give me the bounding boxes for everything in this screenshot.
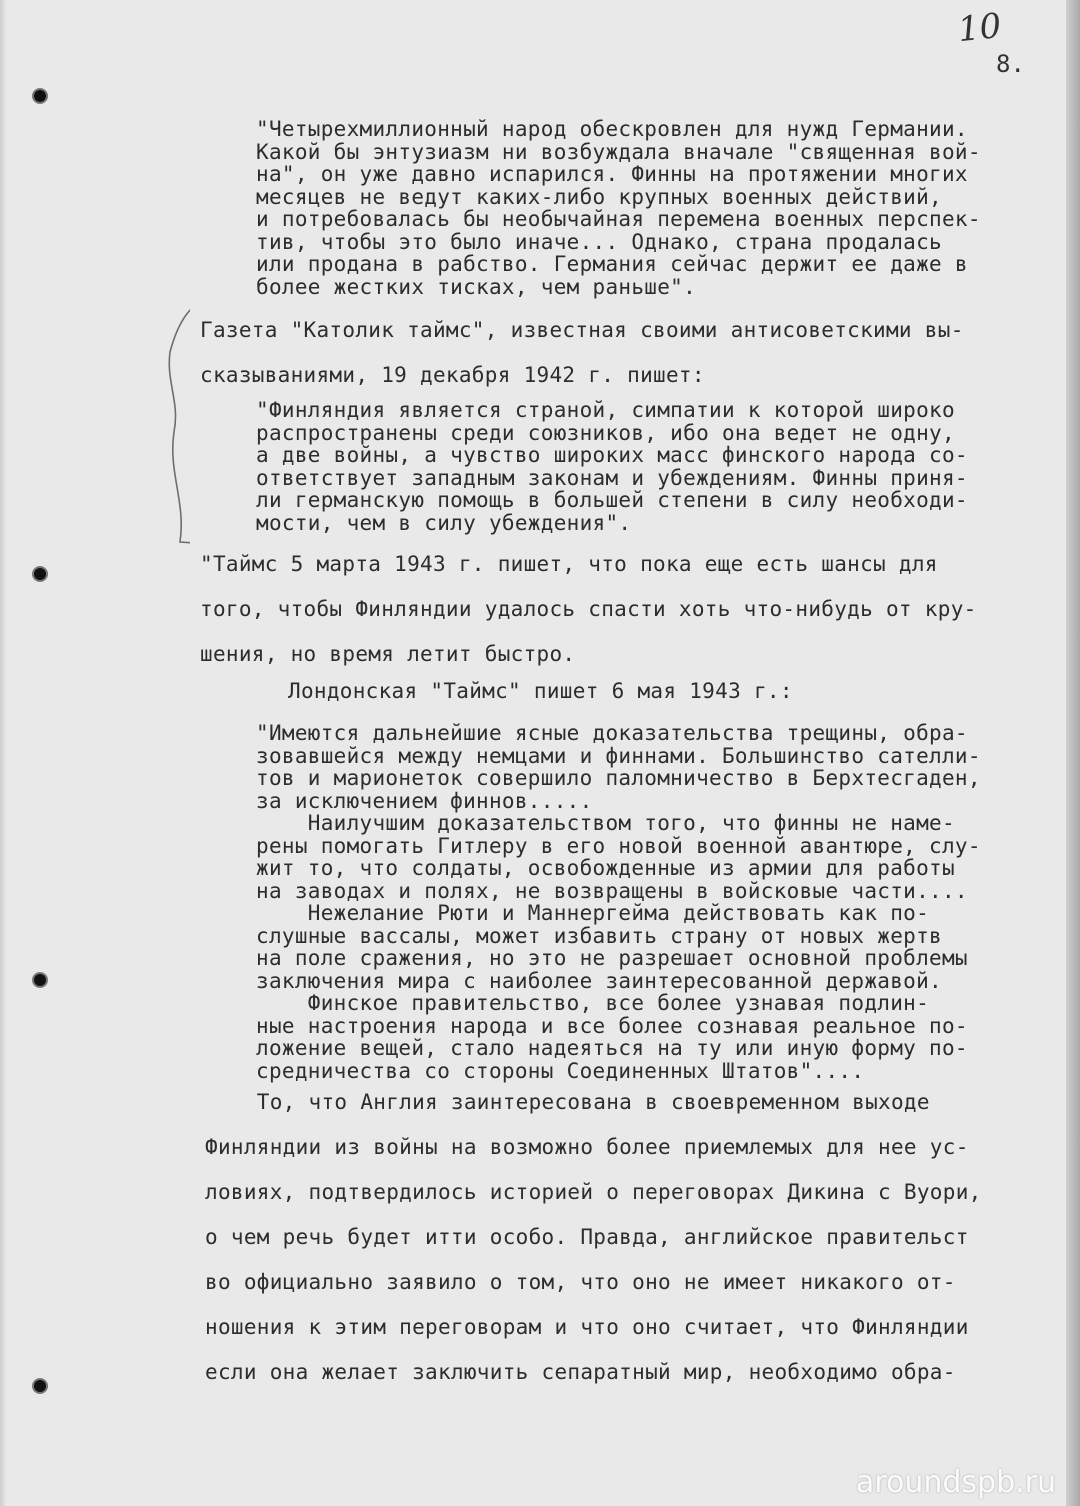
quote-paragraph-3: "Имеются дальнейшие ясные доказательства трещины, обра- зовавшейся между немцами и финнами. Большинство сателли- тов и марионеток совершило паломничество в Берхтесгаден, за исключением финнов..... Наилучшим доказательством того, что финны не наме- рены помогать Гитлеру в его новой военной авантюре, слу- жит то, что солдаты, освобожденные из армии для работы на заводах и полях, не возвращены в войсковые части.... Нежелание Рюти и Маннергейма действовать как по- слушные вассалы, может избавить страну от новых жертв на поле сражения, но это не разрешает основной проблемы заключения мира с наиболее заинтересованной державой. Финское правительство, все более узнавая подлин- ные настроения народа и все более сознавая реальное по- ложение вещей, стало надеяться на ту или иную форму по- средничества со стороны Соединенных Штатов".... [256, 721, 981, 1083]
archive-sheet-number: 10 [956, 5, 1004, 51]
left-edge-shadow [0, 0, 6, 1506]
margin-bracket-icon [150, 292, 190, 552]
punch-hole-icon [34, 1380, 46, 1392]
intro-paragraph-london-times: Лондонская "Таймс" пишет 6 мая 1943 г.: [288, 679, 793, 703]
punch-hole-icon [34, 90, 46, 102]
punch-hole-icon [34, 568, 46, 580]
watermark-text: aroundspb.ru [855, 1465, 1056, 1500]
quote-paragraph-2: "Финляндия является страной, симпатии к которой широко распространены среди союзников, ибо она ведет не одну, а две войны, а чувство широких масс финского народа со- ответствует западным законам и убеждениям. Финны приня- ли германскую помощь в большей степени в силу необходи- мости, чем в силу убеждения". [256, 398, 968, 535]
page-number: 8. [996, 50, 1025, 78]
quote-paragraph-1: "Четырехмиллионный народ обескровлен для нужд Германии. Какой бы энтузиазм ни возбуждала вначале "священная вой- на", он уже давно испарился. Финны на протяжении многих месяцев не ведут каких-либо крупных военных действий, и потребовалась бы необычайная перемена военных перспек- тив, чтобы это было иначе... Однако, страна продалась или продана в рабство. Германия сейчас держит ее даже в более жестких тисках, чем раньше". [256, 117, 981, 299]
right-edge-shadow [1066, 0, 1080, 1506]
body-paragraph-england: То, что Англия заинтересована в своевременном выходе Финляндии из войны на возможно более приемлемых для нее ус- ловиях, подтвердилось историей о переговорах Дикина с Вуори, о чем речь будет итти особо. Правда, английское правительст во официально заявило о том, что оно не имеет никакого от- ношения к этим переговорам и что оно считает, что Финляндии если она желает заключить сепаратный мир, необходимо обра- [205, 1090, 982, 1384]
body-paragraph-times: "Таймс 5 марта 1943 г. пишет, что пока еще есть шансы для того, чтобы Финляндии удалось спасти хоть что-нибудь от кру- шения, но время летит быстро. [200, 552, 977, 666]
punch-hole-icon [34, 974, 46, 986]
intro-paragraph-catholic-times: Газета "Католик таймс", известная своими антисоветскими вы- сказываниями, 19 декабря 1942 г. пишет: [200, 318, 964, 387]
